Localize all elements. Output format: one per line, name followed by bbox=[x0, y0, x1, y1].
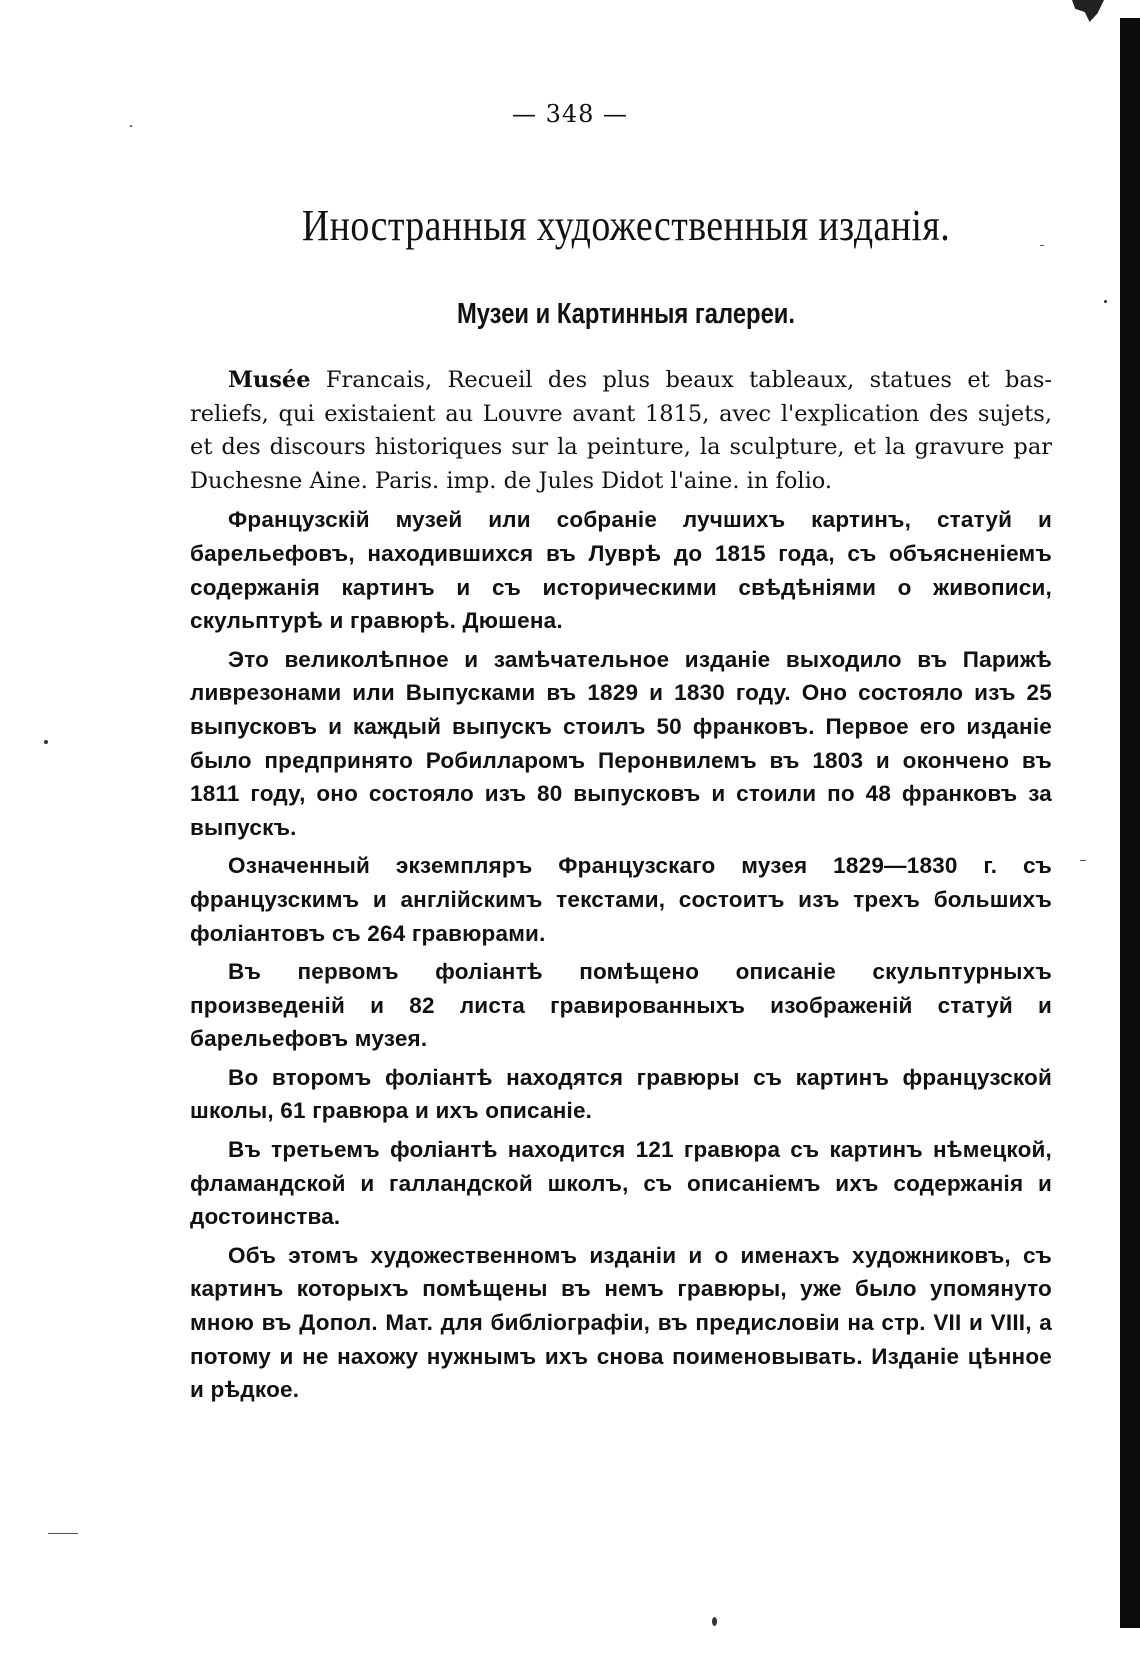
citation-rest: Francais, Recueil des plus beaux tableaux, statues et bas-reliefs, qui existaient au Louvre avant 1815, avec l'explication des sujets, et des discours historiques sur la peinture, la sculpture, et la gravure par Duchesne Aine. Paris. imp. de Jules Didot l'aine. in folio. bbox=[190, 367, 1052, 494]
paragraph-second-folio: Во второмъ фоліантѣ находятся гравюры съ картинъ французской школы, 61 гравюра и ихъ описаніе. bbox=[190, 1064, 1052, 1124]
scan-mark bbox=[48, 1533, 78, 1534]
ink-blot-mark bbox=[1072, 0, 1104, 22]
paragraph-third-folio: Въ третьемъ фоліантѣ находится 121 гравюра съ картинъ нѣмецкой, фламандской и галландской школъ, съ описаніемъ ихъ содержанія и достоинства. bbox=[190, 1137, 1052, 1230]
scan-mark bbox=[1040, 245, 1044, 246]
paragraph-closing-remarks: Объ этомъ художественномъ изданіи и о именахъ художниковъ, съ картинъ которыхъ помѣщены въ немъ гравюры, уже было упомянуто мною въ Допол. Мат. для библіографіи, въ предисловіи на стр. VII и VIII, а потому и не нахожу нужнымъ ихъ снова поименовывать. Изданіе цѣнное и рѣдкое. bbox=[190, 1242, 1052, 1403]
paragraph-publication-history: Это великолѣпное и замѣчательное изданіе выходило въ Парижѣ ливрезонами или Выпусками въ 1829 и 1830 году. Оно состояло изъ 25 выпусковъ и каждый выпускъ стоилъ 50 франковъ. Первое его изданіе было предпринято Робилларомъ Перонвилемъ въ 1803 и окончено въ 1811 году, оно состояло изъ 80 выпусковъ и стоили по 48 франковъ за выпускъ. bbox=[190, 646, 1052, 840]
scan-speck bbox=[44, 740, 48, 744]
page-number: — 348 — bbox=[511, 100, 629, 128]
paragraph-copy-description: Означенный экземпляръ Французскаго музея 1829—1830 г. съ французскимъ и англійскимъ текстами, состоитъ изъ трехъ большихъ фоліантовъ съ 264 гравюрами. bbox=[190, 853, 1052, 946]
citation-lead-word: Musée bbox=[228, 367, 311, 393]
scan-speck bbox=[130, 125, 132, 127]
latin-citation bbox=[190, 364, 1052, 498]
section-title: Иностранныя художественныя изданія. bbox=[301, 201, 951, 250]
binding-edge-shadow bbox=[1120, 18, 1140, 1628]
section-subtitle: Музеи и Картинныя галереи. bbox=[456, 298, 796, 330]
scan-speck bbox=[1104, 300, 1107, 303]
entry-body bbox=[190, 364, 1052, 1407]
scan-mark bbox=[1080, 860, 1086, 861]
paragraph-first-folio: Въ первомъ фоліантѣ помѣщено описаніе скульптурныхъ произведеній и 82 листа гравированныхъ изображеній статуй и барельефовъ музея. bbox=[190, 959, 1052, 1052]
paragraph-translation: Французскій музей или собраніе лучшихъ картинъ, статуй и барельефовъ, находившихся въ Луврѣ до 1815 года, съ объясненіемъ содержанія картинъ и съ историческими свѣдѣніями о живописи, скульптурѣ и гравюрѣ. Дюшена. bbox=[190, 507, 1052, 634]
scan-speck bbox=[712, 1617, 717, 1626]
